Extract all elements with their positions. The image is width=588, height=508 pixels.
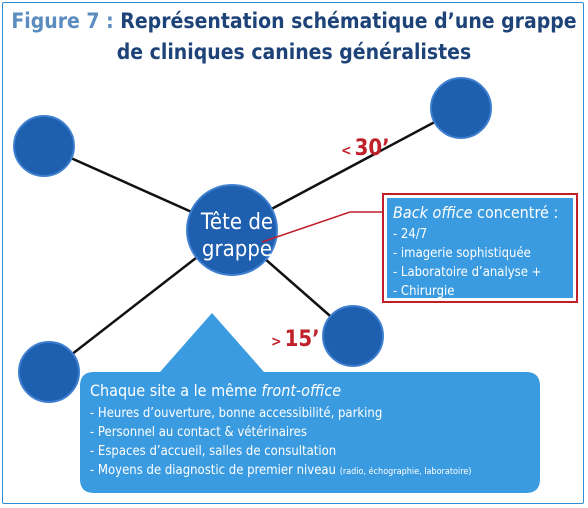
travel-time-max-value: 30’ — [354, 136, 390, 161]
clinic-node-bottom-left — [19, 342, 79, 402]
figure-title-line-2: de cliniques canines généralistes — [116, 40, 472, 64]
travel-time-max-operator: < — [341, 143, 352, 159]
back-office-box — [382, 193, 578, 303]
back-office-panel — [387, 198, 573, 298]
front-office-item — [90, 404, 530, 423]
front-office-item — [90, 423, 530, 442]
front-office-title-start: Chaque site a le même — [90, 381, 262, 400]
figure-label: Figure 7 : — [11, 9, 114, 33]
back-office-title — [393, 202, 567, 223]
front-office-item-note: (radio, échographie, laboratoire) — [339, 467, 472, 477]
front-office-item — [90, 442, 530, 461]
front-office-item-text: - Moyens de diagnostic de premier niveau — [90, 463, 340, 478]
back-office-title-emphasis: Back office — [393, 203, 473, 222]
back-office-list — [393, 225, 567, 301]
front-office-list — [90, 404, 530, 482]
travel-time-max — [341, 136, 390, 161]
back-office-title-rest: concentré : — [472, 203, 559, 222]
back-office-item: - Laboratoire d’analyse + — [393, 265, 542, 280]
figure-title-text: Représentation schématique d’une grappe — [120, 9, 577, 33]
back-office-item: - 24/7 — [393, 227, 428, 242]
front-office-title-emphasis: front-office — [261, 381, 342, 400]
front-office-box — [80, 372, 540, 493]
travel-time-min-value: 15’ — [284, 327, 320, 352]
hub-label-line-2: grappe — [201, 237, 273, 262]
front-office-item-text: - Personnel au contact & vétérinaires — [90, 425, 307, 440]
clinic-node-top-left — [14, 116, 74, 176]
clinic-node-top-right — [431, 78, 491, 138]
front-office-item-text: - Espaces d’accueil, salles de consultation — [90, 444, 337, 459]
back-office-item: - imagerie sophistiquée — [393, 246, 531, 261]
travel-time-min — [271, 327, 320, 352]
hub-label — [188, 209, 286, 263]
front-office-item-text: - Heures d’ouverture, bonne accessibilité, parking — [90, 406, 383, 421]
hub-label-line-1: Tête de — [200, 210, 274, 235]
clinic-node-bottom-right — [323, 306, 383, 366]
travel-time-min-operator: > — [271, 334, 282, 350]
back-office-item: - Chirurgie — [393, 284, 455, 299]
front-office-title — [90, 380, 530, 402]
front-office-item — [90, 461, 530, 482]
